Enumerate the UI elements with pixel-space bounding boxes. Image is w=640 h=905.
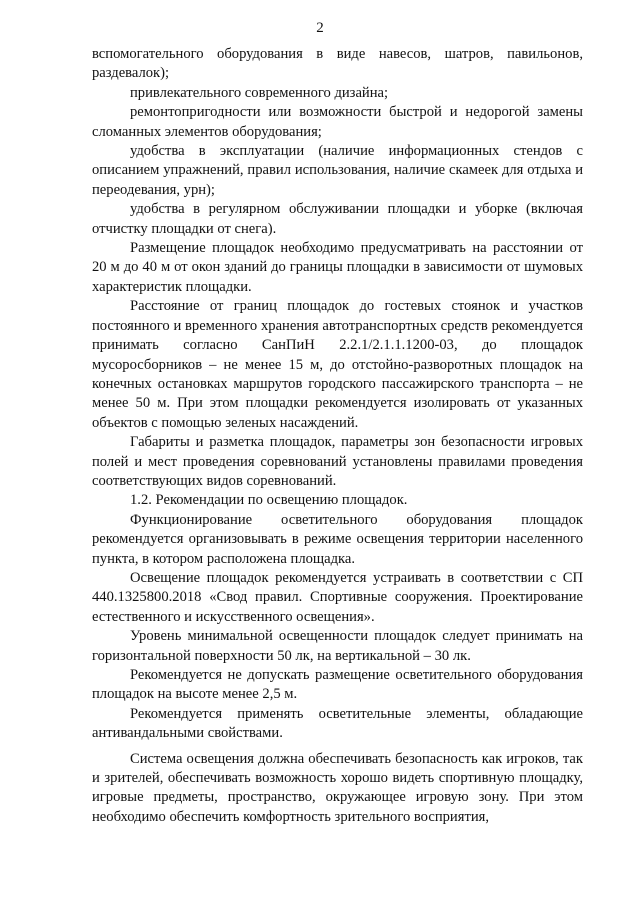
paragraph-7: Расстояние от границ площадок до гостевых стоянок и участков постоянного и временного хранения автотранспортных средств рекомендуется принимать согласно СанПиН 2.2.1/2.1.1.1200-03, до площадок мусоросборников – не менее 15 м, до отстойно-разворотных площадок на конечных остановках маршрутов городского пассажирского транспорта – не менее 50 м. При этом площадки рекомендуется изолировать от указанных объектов с помощью зеленых насаждений.	[92, 298, 583, 431]
paragraph-2: привлекательного современного дизайна;	[130, 84, 389, 101]
paragraph-6: Размещение площадок необходимо предусматривать на расстоянии от 20 м до 40 м от окон зданий до границы площадки в зависимости от шумовых характеристик площадки.	[92, 240, 583, 295]
paragraph-13: Рекомендуется не допускать размещение осветительного оборудования площадок на высоте менее 2,5 м.	[92, 667, 583, 703]
paragraph-5: удобства в регулярном обслуживании площадки и уборке (включая отчистку площадки от снега).	[92, 201, 583, 237]
page-number: 2	[316, 20, 324, 36]
paragraph-8: Габариты и разметка площадок, параметры зон безопасности игровых полей и мест проведения соревнований установлены правилами проведения соответствующих видов соревнований.	[92, 434, 583, 489]
paragraph-3: ремонтопригодности или возможности быстрой и недорогой замены сломанных элементов оборудования;	[92, 104, 583, 140]
paragraph-11: Освещение площадок рекомендуется устраивать в соответствии с СП 440.1325800.2018 «Свод правил. Спортивные сооружения. Проектирование естественного и искусственного освещения».	[92, 569, 583, 625]
document-body	[92, 45, 583, 827]
paragraph-15: Система освещения должна обеспечивать безопасность как игроков, так и зрителей, обеспечивать возможность хорошо видеть спортивную площадку, игровые предметы, пространство, окружающее игровую зону. При этом необходимо обеспечить комфортность зрительного восприятия,	[92, 750, 583, 825]
paragraph-14: Рекомендуется применять осветительные элементы, обладающие антивандальными свойствами.	[92, 705, 583, 742]
paragraph-1: вспомогательного оборудования в виде навесов, шатров, павильонов, раздевалок);	[92, 46, 583, 82]
section-heading-1-2: 1.2. Рекомендации по освещению площадок.	[130, 492, 408, 509]
paragraph-12: Уровень минимальной освещенности площадок следует принимать на горизонтальной поверхности 50 лк, на вертикальной – 30 лк.	[92, 628, 583, 664]
paragraph-4: удобства в эксплуатации (наличие информационных стендов с описанием упражнений, правил использования, наличие скамеек для отдыха и переодевания, урн);	[92, 143, 583, 198]
paragraph-10: Функционирование осветительного оборудования площадок рекомендуется организовывать в режиме освещения территории населенного пункта, в котором расположена площадка.	[92, 511, 583, 567]
